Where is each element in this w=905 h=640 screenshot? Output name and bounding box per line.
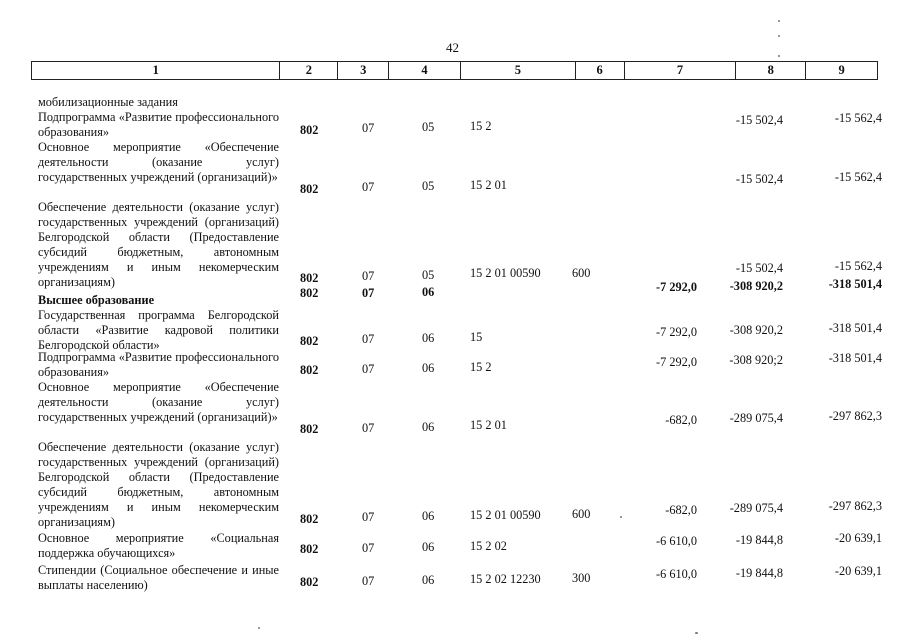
cell-vr: 600 (572, 507, 591, 521)
row-description: Высшее образование (38, 293, 155, 307)
header-col-6: 6 (576, 62, 625, 79)
header-col-7: 7 (625, 62, 737, 79)
row-description: Государственная программа Белгородской области «Развитие кадровой политики Белгородской области» (38, 308, 279, 352)
scan-speck (695, 632, 698, 634)
cell-pr: 05 (422, 120, 435, 134)
cell-ved: 802 (300, 512, 319, 526)
cell-ved: 802 (300, 286, 319, 300)
cell-rz: 07 (362, 269, 375, 283)
cell-ved: 802 (300, 542, 319, 556)
cell-col7: -7 292,0 (656, 325, 697, 339)
row-description: Стипендии (Социальное обеспечение и иные выплаты населению) (38, 563, 279, 592)
cell-col8: -19 844,8 (735, 533, 783, 547)
cell-csr: 15 2 (470, 360, 492, 374)
cell-rz: 07 (362, 121, 375, 135)
cell-vr: 600 (572, 266, 591, 280)
cell-ved: 802 (300, 271, 319, 285)
header-col-8: 8 (736, 62, 806, 79)
cell-pr: 06 (422, 420, 435, 434)
cell-col7: -6 610,0 (656, 534, 697, 548)
cell-col8: -289 075,4 (729, 411, 783, 425)
cell-col9: -297 862,3 (828, 409, 882, 423)
cell-col9: -15 562,4 (834, 170, 882, 184)
cell-csr: 15 2 02 (470, 539, 507, 553)
cell-col7: -6 610,0 (656, 567, 697, 581)
page-number: 42 (446, 40, 459, 55)
cell-col9: -15 562,4 (834, 111, 882, 125)
cell-col9: -318 501,4 (828, 321, 882, 335)
cell-col9: -318 501,4 (828, 351, 882, 365)
cell-pr: 05 (422, 268, 435, 282)
cell-ved: 802 (300, 422, 319, 436)
row-description: Подпрограмма «Развитие профессионального образования» (38, 350, 279, 379)
cell-rz: 07 (362, 332, 375, 346)
cell-col8: -289 075,4 (729, 501, 783, 515)
cell-col8: -15 502,4 (735, 113, 783, 127)
cell-pr: 06 (422, 573, 435, 587)
cell-col8: -15 502,4 (735, 261, 783, 275)
scan-speck (258, 627, 260, 629)
row-description: Обеспечение деятельности (оказание услуг) государственных учреждений (организаций) Белгородской области (Предоставление субсидий бюджетным, автономным учреждениям и иным некомерческим организациям) (38, 440, 279, 529)
cell-col9: -20 639,1 (834, 564, 882, 578)
cell-rz: 07 (362, 510, 375, 524)
header-col-3: 3 (338, 62, 389, 79)
cell-csr: 15 2 01 00590 (470, 508, 541, 522)
cell-vr: 300 (572, 571, 591, 585)
header-col-9: 9 (838, 63, 845, 77)
scan-speck (620, 516, 622, 518)
cell-ved: 802 (300, 363, 319, 377)
cell-csr: 15 2 01 00590 (470, 266, 541, 280)
cell-col9: -15 562,4 (834, 259, 882, 273)
cell-rz: 07 (362, 421, 375, 435)
row-description: Подпрограмма «Развитие профессионального образования» (38, 110, 279, 139)
cell-rz: 07 (362, 180, 375, 194)
cell-csr: 15 2 (470, 119, 492, 133)
cell-csr: 15 2 01 (470, 418, 507, 432)
header-col-5: 5 (461, 62, 576, 79)
cell-col7: -7 292,0 (656, 355, 697, 369)
cell-ved: 802 (300, 123, 319, 137)
header-col-1: 1 (32, 62, 280, 79)
cell-col7: -7 292,0 (656, 280, 697, 294)
cell-pr: 06 (422, 285, 435, 299)
cell-csr: 15 2 01 (470, 178, 507, 192)
cell-col8: -19 844,8 (735, 566, 783, 580)
cell-rz: 07 (362, 574, 375, 588)
cell-rz: 07 (362, 541, 375, 555)
cell-pr: 06 (422, 509, 435, 523)
cell-pr: 06 (422, 361, 435, 375)
cell-csr: 15 2 02 12230 (470, 572, 541, 586)
cell-csr: 15 (470, 330, 483, 344)
table-header (31, 61, 878, 80)
row-description: Основное мероприятие «Обеспечение деятельности (оказание услуг) государственных учреждений (организаций)» (38, 140, 279, 184)
cell-col8: -308 920,2 (729, 323, 783, 337)
cell-ved: 802 (300, 334, 319, 348)
row-description: мобилизационные задания (38, 95, 178, 109)
row-description: Обеспечение деятельности (оказание услуг) государственных учреждений (организаций) Белгородской области (Предоставление субсидий бюджетным, автономным учреждениям и иным некомерческим организациям) (38, 200, 279, 289)
row-description: Основное мероприятие «Обеспечение деятельности (оказание услуг) государственных учреждений (организаций)» (38, 380, 279, 424)
cell-rz: 07 (362, 286, 375, 300)
cell-ved: 802 (300, 182, 319, 196)
cell-col7: -682,0 (665, 413, 697, 427)
cell-pr: 06 (422, 540, 435, 554)
scan-speck (778, 35, 780, 37)
cell-col8: -15 502,4 (735, 172, 783, 186)
cell-col8: -308 920,2 (729, 279, 783, 293)
cell-rz: 07 (362, 362, 375, 376)
cell-col8: -308 920;2 (729, 353, 783, 367)
cell-pr: 06 (422, 331, 435, 345)
header-col-2: 2 (280, 62, 338, 79)
cell-col9: -297 862,3 (828, 499, 882, 513)
scan-speck (778, 20, 780, 22)
header-col-4: 4 (389, 62, 461, 79)
cell-col9: -20 639,1 (834, 531, 882, 545)
scan-speck (778, 55, 780, 57)
cell-col7: -682,0 (665, 503, 697, 517)
cell-col9: -318 501,4 (828, 277, 882, 291)
cell-ved: 802 (300, 575, 319, 589)
cell-pr: 05 (422, 179, 435, 193)
row-description: Основное мероприятие «Социальная поддержка обучающихся» (38, 531, 279, 560)
